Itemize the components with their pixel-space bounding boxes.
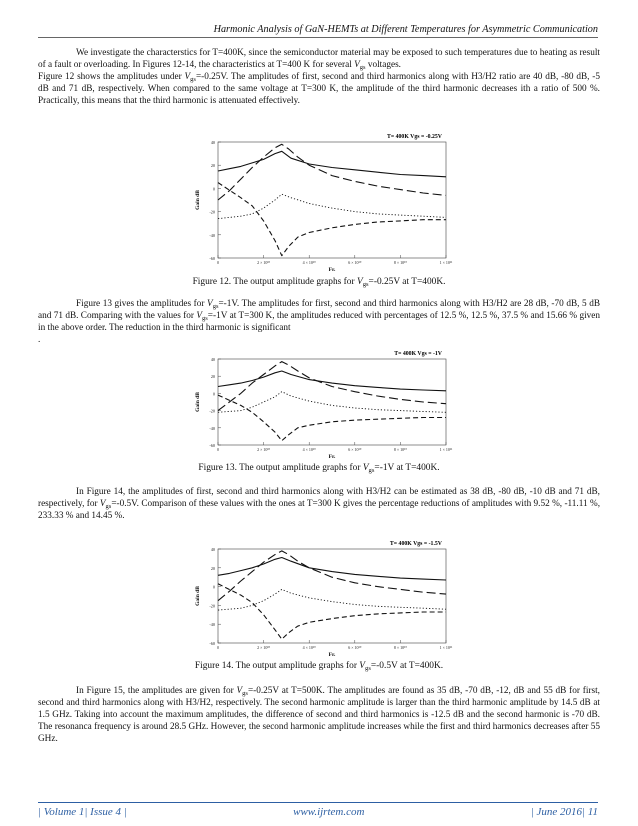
x-tick-label: 1 × 10¹¹ <box>439 645 453 650</box>
y-tick-label: 0 <box>212 186 215 192</box>
figure-14 <box>192 535 454 659</box>
figure-13-caption: Figure 13. The output amplitude graphs for $V_{gs}=-1V$ at T=400K. <box>198 463 440 474</box>
x-tick-label: 0 <box>217 447 219 452</box>
x-axis-label: Fr. <box>328 652 336 658</box>
y-tick-label: -40 <box>209 622 215 628</box>
x-tick-label: 0 <box>217 260 219 265</box>
paragraph-4: In Figure 14, the amplitudes of first, second and third harmonics along with H3/H2 can be estimated as 38 dB, -80 dB, -10 dB and 71 dB, respectively, for $V_{gs}=-0.5V$. Comparison of these values with the ones at T=300 K gives the percentage reductions of amplitudes with 9.52 %, -11.11 %, 233.33 % and 14.45 %. <box>38 487 601 522</box>
plot-frame <box>218 549 446 643</box>
y-tick-label: 40 <box>210 547 215 552</box>
running-title: Harmonic Analysis of GaN-HEMTs at Different Temperatures for Asymmetric Communication <box>213 24 598 35</box>
paragraph-5: In Figure 15, the amplitudes are given for $V_{gs}=-0.25V$ at T=500K. The amplitudes are found as 35 dB, -70 dB, -12, dB and 55 dB for first, second and third harmonics along with H3/H2, respectively. The second harmonic amplitude is larger than the third harmonic amplitude by 14.5 dB at 1.5 GHz. Taking into account the maximum amplitudes, the difference of second and third harmonics is -12.5 dB and the second harmonic is -70 dB. The resonanca frequency is around 28.5 GHz. However, the second harmonic amplitude increases while the first and third harmonics decreases after 55 GHz. <box>38 686 600 745</box>
x-tick-label: 6 × 10¹⁰ <box>348 260 362 265</box>
series-line-long-dash <box>218 362 446 411</box>
x-tick-label: 6 × 10¹⁰ <box>348 447 362 452</box>
y-tick-label: 0 <box>212 391 215 397</box>
y-axis-label: Gain dB <box>195 586 201 606</box>
chart-svg <box>192 128 454 274</box>
series-line-dotted <box>218 589 446 610</box>
footer-date-page: | June 2016| 11 <box>530 806 598 818</box>
y-tick-label: -20 <box>209 408 215 414</box>
y-tick-label: 0 <box>212 584 215 590</box>
y-tick-label: 20 <box>210 565 215 571</box>
series-line-dash <box>218 584 446 639</box>
series-line-long-dash <box>218 144 446 200</box>
page-footer <box>38 802 598 818</box>
x-tick-label: 1 × 10¹¹ <box>439 260 453 265</box>
chart-title: T= 400K Vgs = -1V <box>394 351 442 357</box>
y-tick-label: -20 <box>209 209 215 215</box>
x-tick-label: 0 <box>217 645 219 650</box>
chart-title: T= 400K Vgs = -0.25V <box>387 134 442 140</box>
x-tick-label: 4 × 10¹⁰ <box>302 645 316 650</box>
x-tick-label: 2 × 10¹⁰ <box>257 260 271 265</box>
x-tick-label: 8 × 10¹⁰ <box>393 447 407 452</box>
series-line-dash <box>218 395 446 441</box>
running-header <box>38 24 598 38</box>
figure-13 <box>192 345 454 461</box>
series-line-solid <box>218 151 446 177</box>
x-tick-label: 2 × 10¹⁰ <box>257 645 271 650</box>
x-tick-label: 2 × 10¹⁰ <box>257 447 271 452</box>
y-tick-label: -60 <box>209 256 215 261</box>
chart-title: T= 400K Vgs = -1.5V <box>389 541 442 547</box>
series-line-dotted <box>218 392 446 413</box>
chart-svg <box>192 345 454 461</box>
y-axis-label: Gain dB <box>195 392 201 412</box>
x-tick-label: 1 × 10¹¹ <box>439 447 453 452</box>
figure-12 <box>192 128 454 274</box>
y-tick-label: 40 <box>210 140 215 145</box>
plot-frame <box>218 142 446 258</box>
y-tick-label: -40 <box>209 425 215 431</box>
footer-website[interactable]: www.ijrtem.com <box>293 806 365 818</box>
x-axis-label: Fr. <box>328 454 336 460</box>
x-axis-label: Fr. <box>328 267 336 273</box>
series-line-dash <box>218 183 446 256</box>
plot-frame <box>218 359 446 445</box>
paragraph-3: Figure 13 gives the amplitudes for $V_{gs}=-1V$. The amplitudes for first, second and third harmonics along with H3/H2 are 28 dB, -70 dB, 5 dB and 71 dB. Comparing with the values for $V_{gs}=-1V$ at T=300 K, the amplitudes reduced with percentages of 12.5 %, 12.5 %, 37.5 % and 15.66 % given in the above order. The reduction in the third harmonic is significant . <box>38 299 601 346</box>
y-tick-label: -20 <box>209 603 215 609</box>
y-tick-label: 40 <box>210 357 215 362</box>
chart-svg <box>192 535 454 659</box>
x-tick-label: 4 × 10¹⁰ <box>302 447 316 452</box>
y-tick-label: -60 <box>209 443 215 448</box>
paragraph-1: We investigate the characterstics for T=400K, since the semiconductor material may be exposed to such temperatures due to heating as result of a fault or overloading. In Figures 12-14, the characteristics at T=400 K for several $V_{gs}$ voltages. <box>38 48 600 72</box>
figure-14-caption: Figure 14. The output amplitude graphs for $V_{gs}=-0.5V$ at T=400K. <box>194 661 444 672</box>
x-tick-label: 4 × 10¹⁰ <box>302 260 316 265</box>
footer-volume: | Volume 1| Issue 4 | <box>38 806 127 818</box>
x-tick-label: 8 × 10¹⁰ <box>393 260 407 265</box>
y-tick-label: -40 <box>209 232 215 238</box>
x-tick-label: 6 × 10¹⁰ <box>348 645 362 650</box>
y-axis-label: Gain dB <box>195 190 201 210</box>
x-tick-label: 8 × 10¹⁰ <box>393 645 407 650</box>
paragraph-2: Figure 12 shows the amplitudes under $V_{gs}=-0.25V$. The amplitudes of first, second and third harmonics along with H3/H2 ratio are 40 dB, -80 dB, -5 dB and 71 dB, respectively. When compared to the same voltage at T=300 K, the amplitude of the third harmonic decreases ith a ratio of 500 %. Practically, this means that the third harmonic is attenuated effectively. <box>38 72 600 107</box>
series-line-solid <box>218 371 446 391</box>
y-tick-label: 20 <box>210 374 215 380</box>
y-tick-label: -60 <box>209 641 215 646</box>
y-tick-label: 20 <box>210 163 215 169</box>
figure-12-caption: Figure 12. The output amplitude graphs for $V_{gs}=-0.25V$ at T=400K. <box>192 277 446 288</box>
series-line-long-dash <box>218 551 446 601</box>
